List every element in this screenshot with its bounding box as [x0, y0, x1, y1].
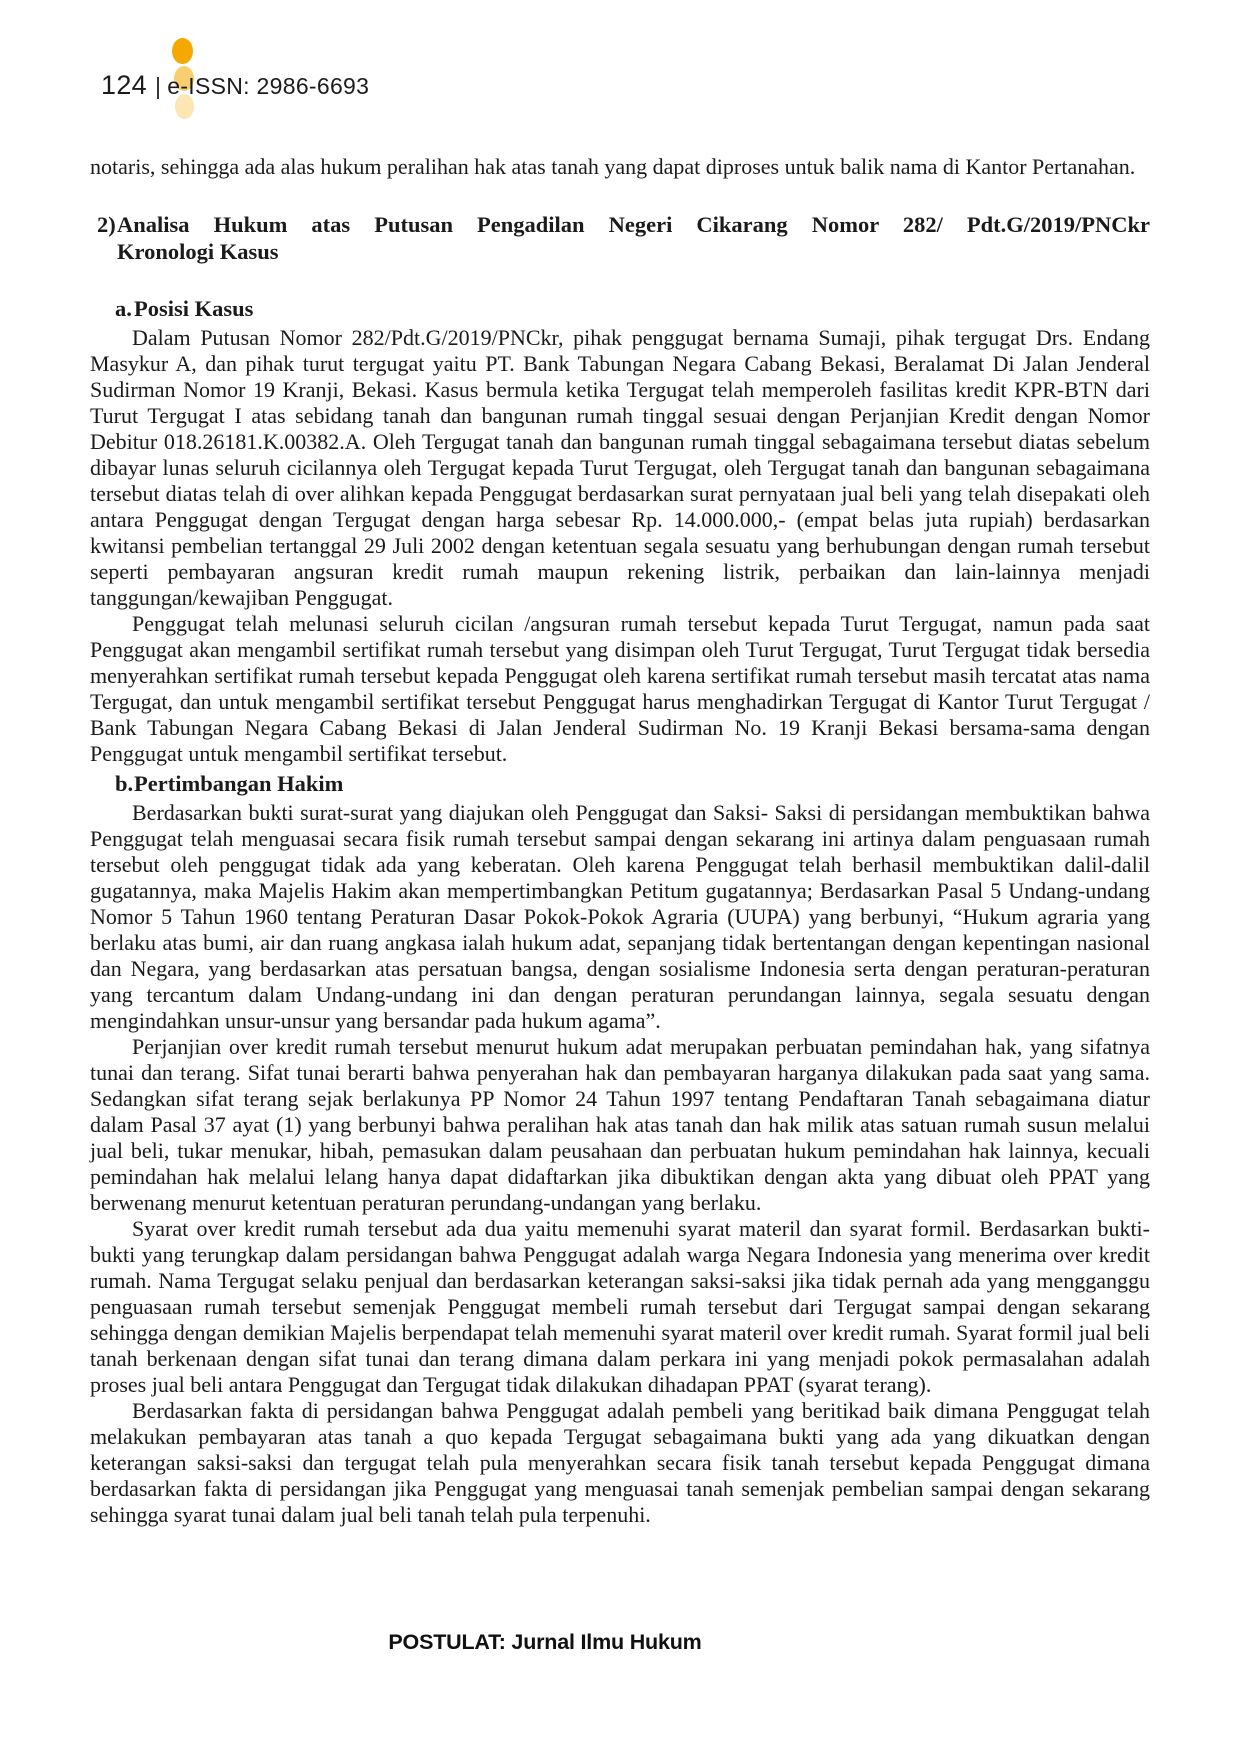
header-separator: | [154, 73, 162, 99]
body-paragraph: Syarat over kredit rumah tersebut ada dua yaitu memenuhi syarat materil dan syarat formil. Berdasarkan bukti-bukti yang terungkap dalam persidangan bahwa Penggugat adalah warga Negara Indonesia yang menerima over kredit rumah. Nama Tergugat selaku penjual dan berdasarkan keterangan saksi-saksi jika tidak pernah ada yang mengganggu penguasaan rumah tersebut semenjak Penggugat membeli rumah tersebut dari Tergugat sampai dengan sekarang sehingga dengan demikian Majelis berpendapat telah memenuhi syarat materil over kredit rumah. Syarat formil jual beli tanah berkenaan dengan sifat tunai dan terang dimana dalam perkara ini yang menjadi pokok permasalahan adalah proses jual beli antara Penggugat dan Tergugat tidak dilakukan dihadapan PPAT (syarat terang). [90, 1216, 1150, 1397]
section-title-line-2: Kronologi Kasus [117, 239, 279, 264]
subsection-a-heading [115, 296, 1150, 322]
issn-label: e-ISSN: 2986-6693 [167, 73, 370, 99]
subsection-a-label: a. [115, 296, 132, 321]
subsection-b-heading [115, 771, 1150, 797]
logo-dot-top-icon [172, 38, 193, 64]
body-paragraph: Berdasarkan bukti surat-surat yang diajukan oleh Penggugat dan Saksi- Saksi di persidangan membuktikan bahwa Penggugat telah menguasai secara fisik rumah tersebut sampai dengan sekarang ini artinya dalam penguasaan rumah tersebut oleh penggugat tidak ada yang keberatan. Oleh karena Penggugat telah berhasil membuktikan dalil-dalil gugatannya, maka Majelis Hakim akan mempertimbangkan Petitum gugatannya; Berdasarkan Pasal 5 Undang-undang Nomor 5 Tahun 1960 tentang Peraturan Dasar Pokok-Pokok Agraria (UUPA) yang berbunyi, “Hukum agraria yang berlaku atas bumi, air dan ruang angkasa ialah hukum adat, sepanjang tidak bertentangan dengan kepentingan nasional dan Negara, yang berdasarkan atas persatuan bangsa, dengan sosialisme Indonesia serta dengan peraturan-peraturan yang tercantum dalam Undang-undang ini dan dengan peraturan perundangan lainnya, segala sesuatu dengan mengindahkan unsur-unsur yang bersandar pada hukum agama”. [90, 800, 1150, 1033]
body-paragraph: Dalam Putusan Nomor 282/Pdt.G/2019/PNCkr, pihak penggugat bernama Sumaji, pihak tergugat Drs. Endang Masykur A, dan pihak turut tergugat yaitu PT. Bank Tabungan Negara Cabang Bekasi, Beralamat Di Jalan Jenderal Sudirman Nomor 19 Kranji, Bekasi. Kasus bermula ketika Tergugat telah memperoleh fasilitas kredit KPR-BTN dari Turut Tergugat I atas sebidang tanah dan bangunan rumah tinggal sesuai dengan Perjanjian Kredit dengan Nomor Debitur 018.26181.K.00382.A. Oleh Tergugat tanah dan bangunan rumah tinggal sebagaimana tersebut diatas sebelum dibayar lunas seluruh cicilannya oleh Tergugat kepada Turut Tergugat, oleh Tergugat tanah dan bangunan sebagaimana tersebut diatas telah di over alihkan kepada Penggugat berdasarkan surat pernyataan jual beli yang telah disepakati oleh antara Penggugat dengan Tergugat dengan harga sebesar Rp. 14.000.000,- (empat belas juta rupiah) berdasarkan kwitansi pembelian tertanggal 29 Juli 2002 dengan ketentuan segala sesuatu yang berhubungan dengan rumah tersebut seperti pembayaran angsuran kredit rumah maupun rekening listrik, perbaikan dan lain-lainnya menjadi tanggungan/kewajiban Penggugat. [90, 325, 1150, 610]
section-2-heading [90, 211, 1150, 265]
body-paragraph: Perjanjian over kredit rumah tersebut menurut hukum adat merupakan perbuatan pemindahan hak, yang sifatnya tunai dan terang. Sifat tunai berarti bahwa penyerahan hak dan pembayaran harganya dilakukan pada saat yang sama. Sedangkan sifat terang sejak berlakunya PP Nomor 24 Tahun 1997 tentang Pendaftaran Tanah sebagaimana diatur dalam Pasal 37 ayat (1) yang berbunyi bahwa peralihan hak atas tanah dan hak milik atas satuan rumah susun melalui jual beli, tukar menukar, hibah, pemasukan dalam peusahaan dan perbuatan hukum pemindahan hak lainnya, kecuali pemindahan hak melalui lelang hanya dapat didaftarkan jika dibuktikan dengan akta yang dibuat oleh PPAT yang berwenang menurut ketentuan peraturan perundang-undangan yang berlaku. [90, 1034, 1150, 1215]
subsection-a-title: Posisi Kasus [134, 296, 254, 321]
subsection-b-label: b. [115, 771, 134, 796]
article-body [90, 154, 1150, 1528]
footer-journal-title: POSTULAT: Jurnal Ilmu Hukum [388, 1630, 702, 1654]
page-number: 124 [101, 70, 147, 100]
subsection-b-title: Pertimbangan Hakim [134, 771, 344, 796]
page-header [101, 70, 369, 101]
body-paragraph: Penggugat telah melunasi seluruh cicilan /angsuran rumah tersebut kepada Turut Tergugat, namun pada saat Penggugat akan mengambil sertifikat rumah tersebut yang disimpan oleh Turut Tergugat, Turut Tergugat tidak bersedia menyerahkan sertifikat rumah tersebut kepada Penggugat oleh karena sertifikat rumah tersebut masih tercatat atas nama Tergugat, dan untuk mengambil sertifikat tersebut Penggugat harus menghadirkan Tergugat di Kantor Turut Tergugat / Bank Tabungan Negara Cabang Bekasi di Jalan Jenderal Sudirman No. 19 Kranji Bekasi bersama-sama dengan Penggugat untuk mengambil sertifikat tersebut. [90, 611, 1150, 766]
body-paragraph: Berdasarkan fakta di persidangan bahwa Penggugat adalah pembeli yang beritikad baik dimana Penggugat telah melakukan pembayaran atas tanah a quo kepada Tergugat sebagaimana bukti yang ada yang dikuatkan dengan keterangan saksi-saksi dan tergugat telah pula menyerahkan secara fisik tanah tersebut kepada Penggugat dimana berdasarkan fakta di persidangan jika Penggugat yang menguasai tanah semenjak pembelian sampai dengan sekarang sehingga syarat tunai dalam jual beli tanah telah pula terpenuhi. [90, 1398, 1150, 1527]
continuation-paragraph: notaris, sehingga ada alas hukum peralihan hak atas tanah yang dapat diproses untuk balik nama di Kantor Pertanahan. [90, 154, 1136, 179]
section-number: 2) [97, 212, 116, 237]
section-title-line-1: Analisa Hukum atas Putusan Pengadilan Negeri Cikarang Nomor 282/ Pdt.G/2019/PNCkr [117, 212, 1150, 237]
